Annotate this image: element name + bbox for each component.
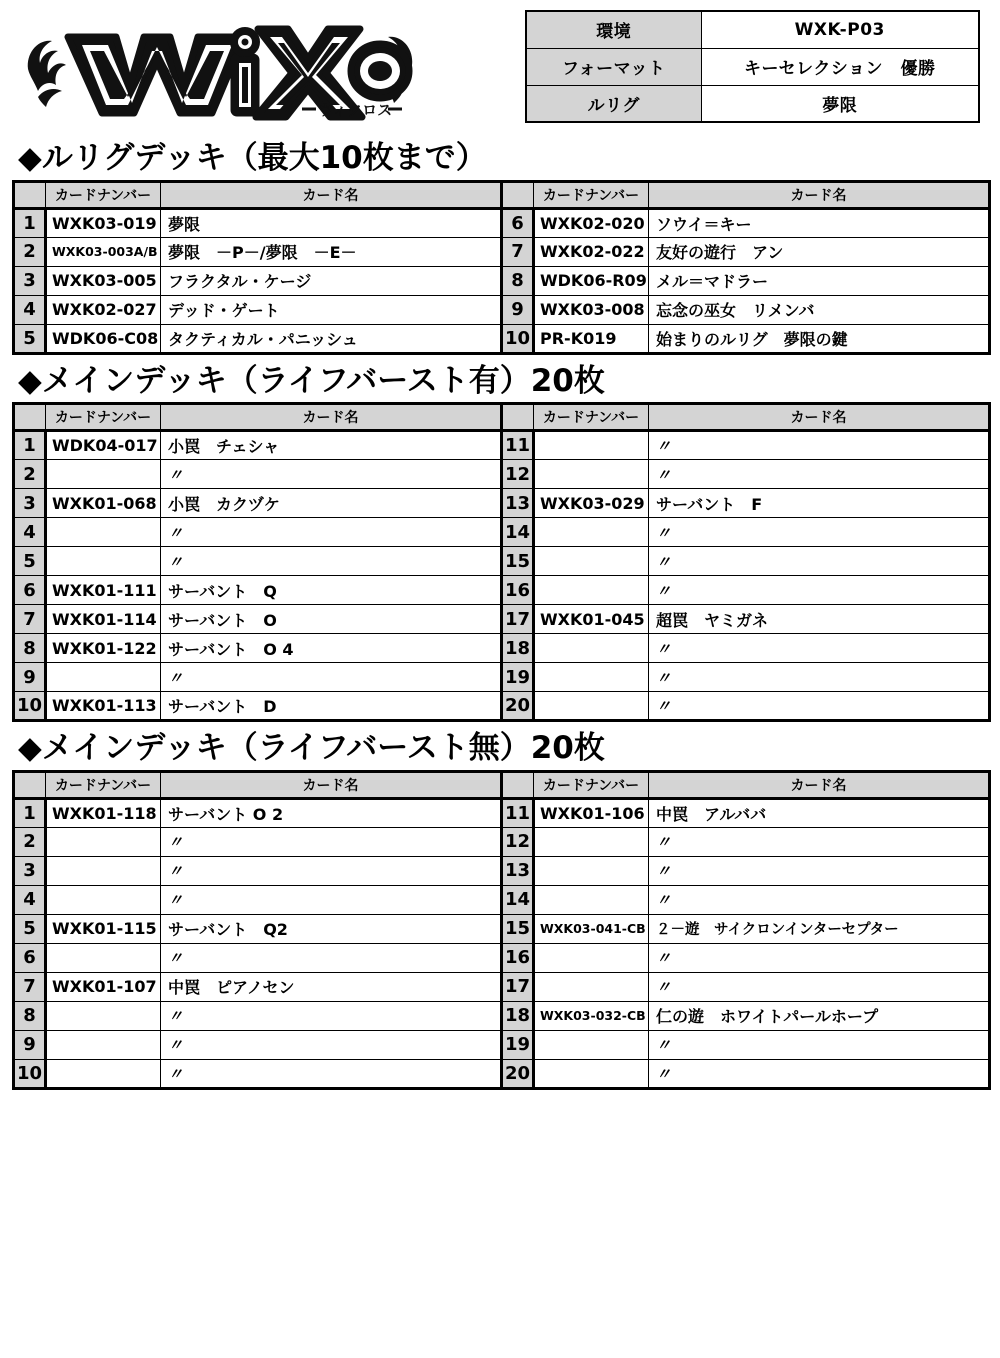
- card-name-cell: 〃: [161, 943, 502, 972]
- table-row: [14, 972, 990, 1001]
- main-deck-nolifeburst-table-head: [14, 771, 990, 798]
- card-number-cell: [46, 460, 161, 489]
- table-row: [14, 295, 990, 324]
- main-deck-nolifeburst-table-body: [14, 798, 990, 1088]
- card-number-cell: WXK01-114: [46, 605, 161, 634]
- card-name-cell: 〃: [649, 547, 990, 576]
- row-number-cell: 14: [502, 885, 534, 914]
- card-number-cell: WXK03-029: [534, 489, 649, 518]
- column-header-row: [14, 771, 990, 798]
- card-name-cell: 〃: [161, 1059, 502, 1088]
- card-name-cell: 〃: [161, 1001, 502, 1030]
- col-header-card-name-right: カード名: [649, 771, 990, 798]
- card-name-cell: フラクタル・ケージ: [161, 266, 502, 295]
- row-number-cell: 9: [502, 295, 534, 324]
- card-number-cell: [534, 1030, 649, 1059]
- card-name-cell: 〃: [649, 576, 990, 605]
- table-row: [14, 1030, 990, 1059]
- card-name-cell: 〃: [649, 1030, 990, 1059]
- main-deck-lifeburst-table: [12, 402, 991, 722]
- card-name-cell: サーバント O 4: [161, 634, 502, 663]
- info-label-format: フォーマット: [526, 48, 701, 85]
- card-name-cell: サーバント O 2: [161, 798, 502, 827]
- card-name-cell: 〃: [649, 885, 990, 914]
- row-number-cell: 17: [502, 605, 534, 634]
- row-number-cell: 6: [14, 943, 46, 972]
- card-number-cell: [534, 943, 649, 972]
- card-number-cell: [46, 943, 161, 972]
- row-number-cell: 10: [14, 692, 46, 721]
- card-name-cell: 始まりのルリグ 夢限の鍵: [649, 324, 990, 353]
- main-deck-nolifeburst-table: [12, 770, 991, 1090]
- card-number-cell: WXK01-111: [46, 576, 161, 605]
- row-number-cell: 2: [14, 460, 46, 489]
- row-number-cell: 9: [14, 663, 46, 692]
- card-name-cell: 友好の遊行 アン: [649, 237, 990, 266]
- document-header: [12, 0, 988, 132]
- card-name-cell: 〃: [649, 431, 990, 460]
- card-name-cell: メル＝マドラー: [649, 266, 990, 295]
- section-heading-lrig-deck: ◆ルリグデッキ（最大10枚まで）: [18, 140, 487, 176]
- card-name-cell: 〃: [649, 827, 990, 856]
- table-row: [14, 692, 990, 721]
- card-name-cell: 〃: [161, 885, 502, 914]
- row-number-cell: 20: [502, 692, 534, 721]
- col-header-card-name-right: カード名: [649, 404, 990, 431]
- card-number-cell: [46, 885, 161, 914]
- row-number-cell: 19: [502, 663, 534, 692]
- card-number-cell: [534, 431, 649, 460]
- card-name-cell: 超罠 ヤミガネ: [649, 605, 990, 634]
- row-number-cell: 10: [502, 324, 534, 353]
- row-number-cell: 8: [502, 266, 534, 295]
- main-deck-lifeburst-table-body: [14, 431, 990, 721]
- card-number-cell: [534, 547, 649, 576]
- col-header-number-left: [14, 404, 46, 431]
- card-name-cell: タクティカル・パニッシュ: [161, 324, 502, 353]
- col-header-card-name-left: カード名: [161, 404, 502, 431]
- card-number-cell: WXK01-107: [46, 972, 161, 1001]
- table-row: [14, 208, 990, 237]
- card-number-cell: WXK03-032-CB: [534, 1001, 649, 1030]
- deck-info-table: [525, 10, 980, 123]
- column-header-row: [14, 181, 990, 208]
- col-header-number-left: [14, 181, 46, 208]
- card-name-cell: 〃: [161, 460, 502, 489]
- card-number-cell: WXK03-019: [46, 208, 161, 237]
- card-name-cell: 夢限 －P－/夢限 －E－: [161, 237, 502, 266]
- table-row: [14, 489, 990, 518]
- col-header-card-number-right: カードナンバー: [534, 771, 649, 798]
- table-row: [14, 663, 990, 692]
- table-row: [14, 856, 990, 885]
- table-row: [14, 634, 990, 663]
- card-number-cell: [46, 827, 161, 856]
- col-header-card-number-left: カードナンバー: [46, 404, 161, 431]
- card-number-cell: WXK02-022: [534, 237, 649, 266]
- row-number-cell: 1: [14, 798, 46, 827]
- card-number-cell: [534, 460, 649, 489]
- table-row: [14, 1001, 990, 1030]
- row-number-cell: 17: [502, 972, 534, 1001]
- row-number-cell: 1: [14, 431, 46, 460]
- card-number-cell: WXK01-115: [46, 914, 161, 943]
- row-number-cell: 12: [502, 460, 534, 489]
- table-row: [14, 605, 990, 634]
- card-name-cell: 〃: [649, 972, 990, 1001]
- wixoss-logo-graphic: [20, 11, 420, 121]
- table-row: [14, 798, 990, 827]
- row-number-cell: 19: [502, 1030, 534, 1059]
- column-header-row: [14, 404, 990, 431]
- card-number-cell: WDK06-C08: [46, 324, 161, 353]
- card-name-cell: 〃: [161, 1030, 502, 1059]
- table-row: [14, 518, 990, 547]
- card-number-cell: [46, 1030, 161, 1059]
- table-row: [14, 547, 990, 576]
- info-value-format: キーセレクション 優勝: [701, 48, 979, 85]
- card-number-cell: WDK06-R09: [534, 266, 649, 295]
- section-heading-main-deck-nolb: ◆メインデッキ（ライフバースト無）20枚: [18, 730, 605, 767]
- table-row: [14, 431, 990, 460]
- lrig-deck-table-head: [14, 181, 990, 208]
- info-label-environment: 環境: [526, 11, 701, 48]
- card-name-cell: 〃: [649, 634, 990, 663]
- card-name-cell: 〃: [649, 518, 990, 547]
- row-number-cell: 8: [14, 1001, 46, 1030]
- section-heading-main-deck-lb: ◆メインデッキ（ライフバースト有）20枚: [18, 362, 605, 399]
- row-number-cell: 4: [14, 885, 46, 914]
- info-row-environment: [526, 11, 979, 48]
- card-name-cell: 〃: [649, 943, 990, 972]
- card-name-cell: サーバント O: [161, 605, 502, 634]
- col-header-number-right: [502, 771, 534, 798]
- col-header-number-right: [502, 404, 534, 431]
- card-number-cell: [534, 856, 649, 885]
- deck-info-table-body: [526, 11, 979, 122]
- col-header-card-number-right: カードナンバー: [534, 181, 649, 208]
- card-name-cell: デッド・ゲート: [161, 295, 502, 324]
- card-number-cell: [46, 1059, 161, 1088]
- row-number-cell: 13: [502, 856, 534, 885]
- card-number-cell: PR-K019: [534, 324, 649, 353]
- row-number-cell: 7: [14, 605, 46, 634]
- card-name-cell: 夢限: [161, 208, 502, 237]
- col-header-card-number-left: カードナンバー: [46, 181, 161, 208]
- row-number-cell: 1: [14, 208, 46, 237]
- col-header-number-right: [502, 181, 534, 208]
- wixoss-logo: [12, 4, 432, 128]
- table-row: [14, 460, 990, 489]
- table-row: [14, 943, 990, 972]
- table-row: [14, 1059, 990, 1088]
- card-number-cell: [46, 856, 161, 885]
- row-number-cell: 18: [502, 1001, 534, 1030]
- row-number-cell: 6: [502, 208, 534, 237]
- card-name-cell: 〃: [161, 856, 502, 885]
- card-number-cell: WXK03-008: [534, 295, 649, 324]
- card-name-cell: サーバント Q: [161, 576, 502, 605]
- card-number-cell: WXK01-113: [46, 692, 161, 721]
- info-row-lrig: [526, 85, 979, 122]
- card-name-cell: 小罠 チェシャ: [161, 431, 502, 460]
- row-number-cell: 3: [14, 856, 46, 885]
- card-number-cell: WXK02-027: [46, 295, 161, 324]
- table-row: [14, 914, 990, 943]
- lrig-deck-table: [12, 180, 991, 355]
- col-header-number-left: [14, 771, 46, 798]
- table-row: [14, 885, 990, 914]
- row-number-cell: 16: [502, 943, 534, 972]
- row-number-cell: 9: [14, 1030, 46, 1059]
- card-number-cell: [534, 692, 649, 721]
- info-value-lrig: 夢限: [701, 85, 979, 122]
- table-row: [14, 827, 990, 856]
- row-number-cell: 14: [502, 518, 534, 547]
- row-number-cell: 15: [502, 547, 534, 576]
- card-number-cell: [534, 1059, 649, 1088]
- table-row: [14, 576, 990, 605]
- row-number-cell: 3: [14, 489, 46, 518]
- card-name-cell: 〃: [161, 827, 502, 856]
- card-name-cell: 〃: [649, 856, 990, 885]
- card-number-cell: WXK01-118: [46, 798, 161, 827]
- card-number-cell: [534, 634, 649, 663]
- card-number-cell: [534, 663, 649, 692]
- row-number-cell: 7: [14, 972, 46, 1001]
- logo-subtitle-text: ウィクロス: [318, 101, 393, 119]
- row-number-cell: 20: [502, 1059, 534, 1088]
- row-number-cell: 6: [14, 576, 46, 605]
- card-number-cell: [46, 1001, 161, 1030]
- card-name-cell: 〃: [161, 663, 502, 692]
- card-name-cell: 仁の遊 ホワイトパールホープ: [649, 1001, 990, 1030]
- card-name-cell: サーバント F: [649, 489, 990, 518]
- card-number-cell: WXK03-005: [46, 266, 161, 295]
- info-label-lrig: ルリグ: [526, 85, 701, 122]
- main-deck-lifeburst-table-head: [14, 404, 990, 431]
- card-number-cell: [46, 547, 161, 576]
- row-number-cell: 4: [14, 518, 46, 547]
- card-number-cell: [46, 518, 161, 547]
- table-row: [14, 266, 990, 295]
- row-number-cell: 16: [502, 576, 534, 605]
- card-name-cell: サーバント Q2: [161, 914, 502, 943]
- row-number-cell: 13: [502, 489, 534, 518]
- row-number-cell: 5: [14, 914, 46, 943]
- card-number-cell: WXK01-122: [46, 634, 161, 663]
- card-name-cell: 〃: [161, 518, 502, 547]
- card-name-cell: 〃: [649, 460, 990, 489]
- info-row-format: [526, 48, 979, 85]
- card-number-cell: WXK01-068: [46, 489, 161, 518]
- row-number-cell: 3: [14, 266, 46, 295]
- row-number-cell: 11: [502, 431, 534, 460]
- col-header-card-name-left: カード名: [161, 771, 502, 798]
- card-name-cell: 〃: [161, 547, 502, 576]
- row-number-cell: 12: [502, 827, 534, 856]
- table-row: [14, 237, 990, 266]
- row-number-cell: 5: [14, 547, 46, 576]
- row-number-cell: 18: [502, 634, 534, 663]
- card-number-cell: [534, 885, 649, 914]
- card-number-cell: [534, 972, 649, 1001]
- row-number-cell: 5: [14, 324, 46, 353]
- row-number-cell: 10: [14, 1059, 46, 1088]
- col-header-card-name-left: カード名: [161, 181, 502, 208]
- row-number-cell: 2: [14, 827, 46, 856]
- row-number-cell: 15: [502, 914, 534, 943]
- card-number-cell: WXK01-106: [534, 798, 649, 827]
- card-number-cell: WXK02-020: [534, 208, 649, 237]
- card-name-cell: 〃: [649, 663, 990, 692]
- row-number-cell: 11: [502, 798, 534, 827]
- card-name-cell: ２－遊 サイクロンインターセプター: [649, 914, 990, 943]
- card-name-cell: ソウイ＝キー: [649, 208, 990, 237]
- lrig-deck-table-body: [14, 208, 990, 353]
- card-name-cell: サーバント D: [161, 692, 502, 721]
- card-number-cell: [46, 663, 161, 692]
- row-number-cell: 7: [502, 237, 534, 266]
- card-name-cell: 〃: [649, 692, 990, 721]
- info-value-environment: WXK-P03: [701, 11, 979, 48]
- card-number-cell: [534, 518, 649, 547]
- card-name-cell: 中罠 アルババ: [649, 798, 990, 827]
- card-number-cell: [534, 827, 649, 856]
- table-row: [14, 324, 990, 353]
- col-header-card-number-right: カードナンバー: [534, 404, 649, 431]
- card-name-cell: 中罠 ピアノセン: [161, 972, 502, 1001]
- row-number-cell: 4: [14, 295, 46, 324]
- card-name-cell: 忘念の巫女 リメンバ: [649, 295, 990, 324]
- card-number-cell: WXK03-041-CB: [534, 914, 649, 943]
- row-number-cell: 2: [14, 237, 46, 266]
- card-name-cell: 小罠 カクヅケ: [161, 489, 502, 518]
- col-header-card-name-right: カード名: [649, 181, 990, 208]
- card-number-cell: [534, 576, 649, 605]
- card-number-cell: WXK03-003A/B: [46, 237, 161, 266]
- card-number-cell: WXK01-045: [534, 605, 649, 634]
- card-number-cell: WDK04-017: [46, 431, 161, 460]
- col-header-card-number-left: カードナンバー: [46, 771, 161, 798]
- card-name-cell: 〃: [649, 1059, 990, 1088]
- row-number-cell: 8: [14, 634, 46, 663]
